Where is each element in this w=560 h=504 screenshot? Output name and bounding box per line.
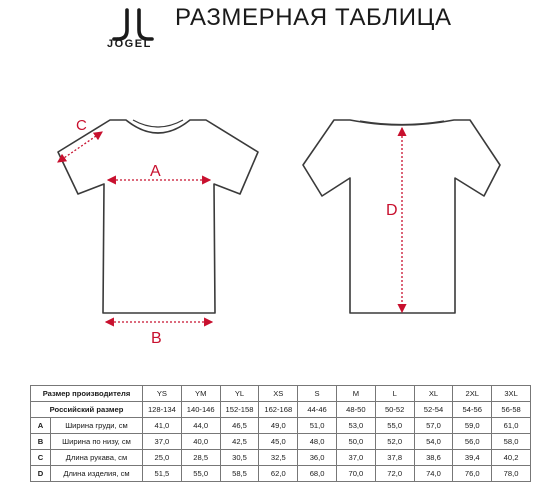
table-cell: 38,6 (414, 450, 453, 466)
front-tshirt-outline (58, 120, 258, 313)
tshirt-measurement-diagram (0, 60, 560, 360)
table-cell: 59,0 (453, 418, 492, 434)
table-cell: 56-58 (492, 402, 531, 418)
table-cell: 58,5 (220, 466, 259, 482)
row-label: Ширина груди, см (51, 418, 143, 434)
table-cell: 74,0 (414, 466, 453, 482)
table-cell: 41,0 (143, 418, 182, 434)
table-cell: 56,0 (453, 434, 492, 450)
table-cell: 2XL (453, 386, 492, 402)
table-cell: 58,0 (492, 434, 531, 450)
table-cell: 78,0 (492, 466, 531, 482)
russian-size-label: Российский размер (31, 402, 143, 418)
table-cell: M (336, 386, 375, 402)
table-row-garment-length (31, 466, 531, 482)
table-cell: 162-168 (259, 402, 298, 418)
size-table (30, 385, 531, 482)
table-cell: 128-134 (143, 402, 182, 418)
table-cell: 51,0 (298, 418, 337, 434)
table-row-russian-sizes (31, 402, 531, 418)
row-label: Длина рукава, см (51, 450, 143, 466)
measure-label-d: D (386, 202, 398, 219)
measure-label-b: B (151, 330, 162, 347)
table-cell: 50-52 (375, 402, 414, 418)
table-cell: 54,0 (414, 434, 453, 450)
table-row-sleeve-length (31, 450, 531, 466)
measure-label-c: C (76, 117, 87, 134)
table-cell: 55,0 (375, 418, 414, 434)
table-cell: 28,5 (181, 450, 220, 466)
table-cell: 40,0 (181, 434, 220, 450)
table-cell: 140-146 (181, 402, 220, 418)
table-cell: L (375, 386, 414, 402)
table-cell: 52,0 (375, 434, 414, 450)
table-cell: 68,0 (298, 466, 337, 482)
row-code: B (31, 434, 51, 450)
row-code: C (31, 450, 51, 466)
table-cell: 61,0 (492, 418, 531, 434)
table-cell: 152-158 (220, 402, 259, 418)
table-row-manufacturer-sizes (31, 386, 531, 402)
table-cell: 76,0 (453, 466, 492, 482)
page-title: РАЗМЕРНАЯ ТАБЛИЦА (175, 4, 452, 31)
table-cell: 37,0 (336, 450, 375, 466)
table-cell: 46,5 (220, 418, 259, 434)
table-cell: S (298, 386, 337, 402)
table-cell: 52-54 (414, 402, 453, 418)
table-cell: 39,4 (453, 450, 492, 466)
table-cell: 3XL (492, 386, 531, 402)
table-cell: 32,5 (259, 450, 298, 466)
table-cell: XS (259, 386, 298, 402)
table-cell: 55,0 (181, 466, 220, 482)
table-cell: XL (414, 386, 453, 402)
table-cell: 42,5 (220, 434, 259, 450)
table-cell: 30,5 (220, 450, 259, 466)
measure-label-a: A (150, 163, 161, 180)
table-cell: 37,8 (375, 450, 414, 466)
row-code: D (31, 466, 51, 482)
table-cell: 50,0 (336, 434, 375, 450)
table-cell: 51,5 (143, 466, 182, 482)
manufacturer-size-label: Размер производителя (31, 386, 143, 402)
table-cell: YL (220, 386, 259, 402)
table-cell: YM (181, 386, 220, 402)
table-cell: 62,0 (259, 466, 298, 482)
brand-name: JÖGEL (107, 38, 152, 50)
table-cell: 36,0 (298, 450, 337, 466)
table-cell: 49,0 (259, 418, 298, 434)
table-cell: 54-56 (453, 402, 492, 418)
table-cell: YS (143, 386, 182, 402)
row-code: A (31, 418, 51, 434)
table-cell: 48,0 (298, 434, 337, 450)
table-cell: 40,2 (492, 450, 531, 466)
table-cell: 72,0 (375, 466, 414, 482)
table-cell: 70,0 (336, 466, 375, 482)
table-row-bottom-width (31, 434, 531, 450)
table-cell: 44,0 (181, 418, 220, 434)
table-cell: 25,0 (143, 450, 182, 466)
table-cell: 48-50 (336, 402, 375, 418)
table-cell: 37,0 (143, 434, 182, 450)
row-label: Длина изделия, см (51, 466, 143, 482)
table-cell: 45,0 (259, 434, 298, 450)
table-cell: 44-46 (298, 402, 337, 418)
table-cell: 53,0 (336, 418, 375, 434)
table-cell: 57,0 (414, 418, 453, 434)
table-row-chest-width (31, 418, 531, 434)
row-label: Ширина по низу, см (51, 434, 143, 450)
